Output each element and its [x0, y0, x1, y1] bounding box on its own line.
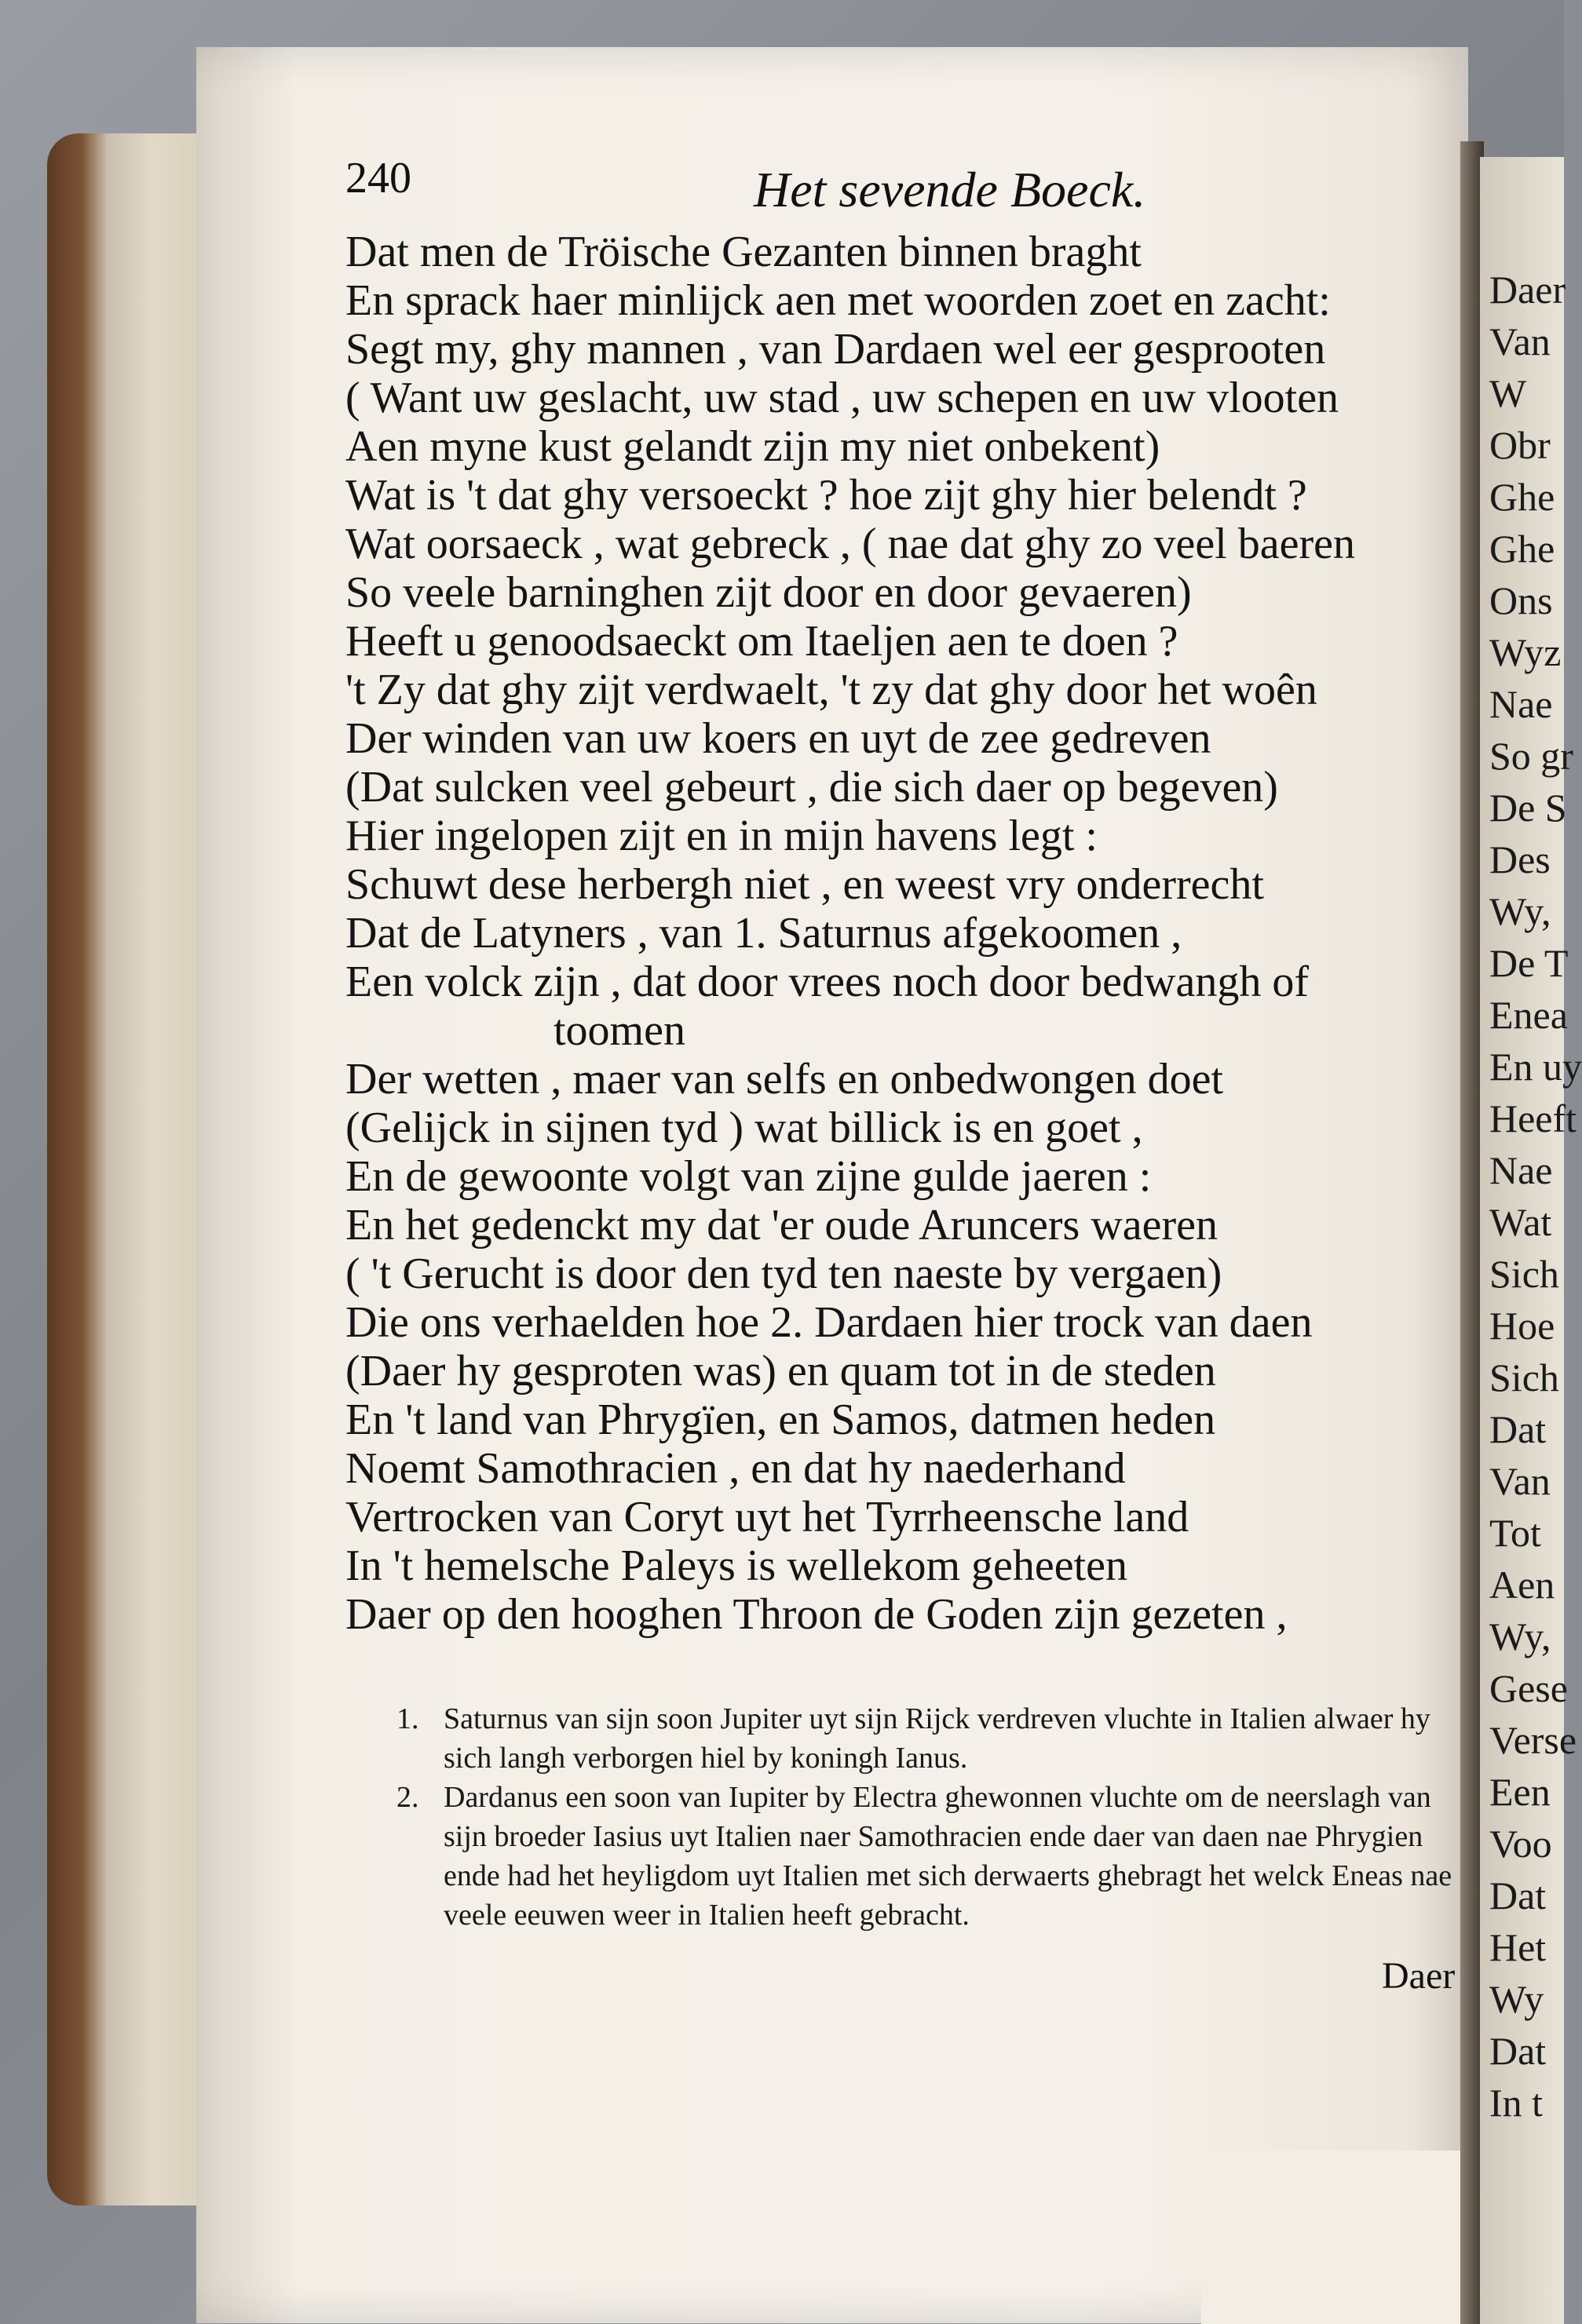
- facing-page-fragment: De S: [1489, 786, 1567, 830]
- verse-line: So veele barninghen zijt door en door gevaeren): [345, 568, 1192, 617]
- facing-page-fragment: Van: [1489, 1459, 1551, 1503]
- facing-page-fragment: De T: [1489, 941, 1569, 985]
- facing-page-fragment: Dat: [1489, 1873, 1547, 1917]
- verse-line: Schuwt dese herbergh niet , en weest vry onderrecht: [345, 860, 1264, 909]
- verse-line: Een volck zijn , dat door vrees noch door bedwangh of: [345, 958, 1309, 1006]
- footnote-number: 1.: [396, 1702, 419, 1735]
- verse-line: En sprack haer minlijck aen met woorden zoet en zacht:: [345, 276, 1331, 325]
- facing-page-fragment: Des: [1489, 837, 1551, 881]
- facing-page-fragment: Wy,: [1489, 889, 1551, 933]
- verse-line: Vertrocken van Coryt uyt het Tyrrheensche land: [345, 1493, 1189, 1541]
- facing-page-fragment: W: [1489, 371, 1527, 415]
- verse-line: 't Zy dat ghy zijt verdwaelt, 't zy dat ghy door het woên: [345, 666, 1317, 714]
- facing-page-fragment: In t: [1489, 2081, 1544, 2125]
- verse-line: Wat oorsaeck , wat gebreck , ( nae dat ghy zo veel baeren: [345, 520, 1355, 568]
- footnote: [396, 1778, 1456, 1935]
- facing-page-fragment: Sich: [1489, 1355, 1559, 1399]
- facing-page-fragment: Daer: [1489, 268, 1566, 312]
- facing-page-fragment: En uy: [1489, 1045, 1582, 1089]
- verse-line: Die ons verhaelden hoe 2. Dardaen hier trock van daen: [345, 1298, 1313, 1347]
- footnote-text: Dardanus een soon van Iupiter by Electra ghewonnen vluchte om de neerslagh van sijn broeder Iasius uyt Italien naer Samothracien ende daer van daen nae Phrygien ende had het heyligdom uyt Italien met sich derwaerts ghebragt het welck Eneas nae veele eeuwen weer in Italien heeft gebracht.: [444, 1781, 1452, 1932]
- verse-line: Wat is 't dat ghy versoeckt ? hoe zijt ghy hier belendt ?: [345, 471, 1307, 520]
- facing-page-fragment: Obr: [1489, 423, 1551, 467]
- facing-page-fragment: Ghe: [1489, 475, 1555, 519]
- book-page-edges: [47, 133, 220, 2205]
- running-head: Het sevende Boeck.: [754, 162, 1146, 217]
- facing-page-fragment: Nae: [1489, 682, 1553, 726]
- facing-page-fragment: Wy: [1489, 1977, 1544, 2021]
- facing-page-fragment: Dat: [1489, 2029, 1547, 2073]
- facing-page-fragment: Ons: [1489, 578, 1553, 622]
- facing-page-fragment: So gr: [1489, 734, 1573, 778]
- verse-line: ( 't Gerucht is door den tyd ten naeste by vergaen): [345, 1250, 1222, 1298]
- facing-page-fragment: Het: [1489, 1925, 1547, 1969]
- verse-line: En 't land van Phrygïen, en Samos, datmen heden: [345, 1395, 1216, 1444]
- page-number: 240: [345, 154, 411, 202]
- footnote: [396, 1699, 1456, 1778]
- facing-page-fragment: Verse: [1489, 1718, 1577, 1762]
- facing-page-fragment: Nae: [1489, 1148, 1553, 1192]
- verse-line: ( Want uw geslacht, uw stad , uw schepen en uw vlooten: [345, 374, 1339, 422]
- facing-page-fragment: Voo: [1489, 1822, 1552, 1866]
- verse-line: (Dat sulcken veel gebeurt , die sich daer op begeven): [345, 763, 1278, 812]
- verse-line: Hier ingelopen zijt en in mijn havens legt :: [345, 812, 1098, 860]
- verse-line: toomen: [554, 1006, 685, 1055]
- facing-page: [1480, 157, 1582, 2324]
- facing-page-fragment: Heeft: [1489, 1096, 1577, 1140]
- verse-line: Segt my, ghy mannen , van Dardaen wel eer gesprooten: [345, 325, 1326, 374]
- catchword: Daer: [1382, 1955, 1456, 1997]
- paper-patch: [1201, 2151, 1460, 2324]
- facing-page-fragment: Ghe: [1489, 527, 1555, 571]
- verse-line: Der winden van uw koers en uyt de zee gedreven: [345, 714, 1211, 763]
- verse-line: Daer op den hooghen Throon de Goden zijn gezeten ,: [345, 1590, 1288, 1639]
- facing-page-fragment: Een: [1489, 1770, 1551, 1814]
- verse-line: (Gelijck in sijnen tyd ) wat billick is en goet ,: [345, 1104, 1143, 1152]
- verse-line: En de gewoonte volgt van zijne gulde jaeren :: [345, 1152, 1152, 1201]
- verse-line: En het gedenckt my dat 'er oude Aruncers waeren: [345, 1201, 1218, 1250]
- footnotes: [396, 1699, 1456, 1935]
- facing-page-fragment: Sich: [1489, 1252, 1559, 1296]
- verse-text: [345, 228, 1445, 1639]
- facing-page-fragment: Gese: [1489, 1666, 1568, 1710]
- facing-page-fragment: Wyz: [1489, 630, 1562, 674]
- facing-page-fragment: Enea: [1489, 993, 1568, 1037]
- facing-page-fragment: Dat: [1489, 1407, 1547, 1451]
- facing-page-fragment: Wy,: [1489, 1614, 1551, 1658]
- verse-line: Heeft u genoodsaeckt om Itaeljen aen te doen ?: [345, 617, 1178, 666]
- footnote-text: Saturnus van sijn soon Jupiter uyt sijn Rijck verdreven vluchte in Italien alwaer hy sich langh verborgen hiel by koningh Ianus.: [444, 1702, 1430, 1775]
- verse-line: In 't hemelsche Paleys is wellekom geheeten: [345, 1541, 1127, 1590]
- verse-line: Dat men de Tröische Gezanten binnen braght: [345, 228, 1142, 276]
- facing-page-fragment: Tot: [1489, 1511, 1541, 1555]
- facing-page-fragment: Aen: [1489, 1563, 1555, 1607]
- verse-line: (Daer hy gesproten was) en quam tot in de steden: [345, 1347, 1216, 1395]
- facing-page-fragment: Van: [1489, 319, 1551, 363]
- facing-page-fragment: Wat: [1489, 1200, 1552, 1244]
- facing-page-fragment: Hoe: [1489, 1304, 1555, 1348]
- verse-line: Dat de Latyners , van 1. Saturnus afgekoomen ,: [345, 909, 1182, 958]
- verse-line: Der wetten , maer van selfs en onbedwongen doet: [345, 1055, 1224, 1104]
- footnote-number: 2.: [396, 1781, 419, 1814]
- verse-line: Noemt Samothracien , en dat hy naederhand: [345, 1444, 1126, 1493]
- verse-line: Aen myne kust gelandt zijn my niet onbekent): [345, 422, 1160, 471]
